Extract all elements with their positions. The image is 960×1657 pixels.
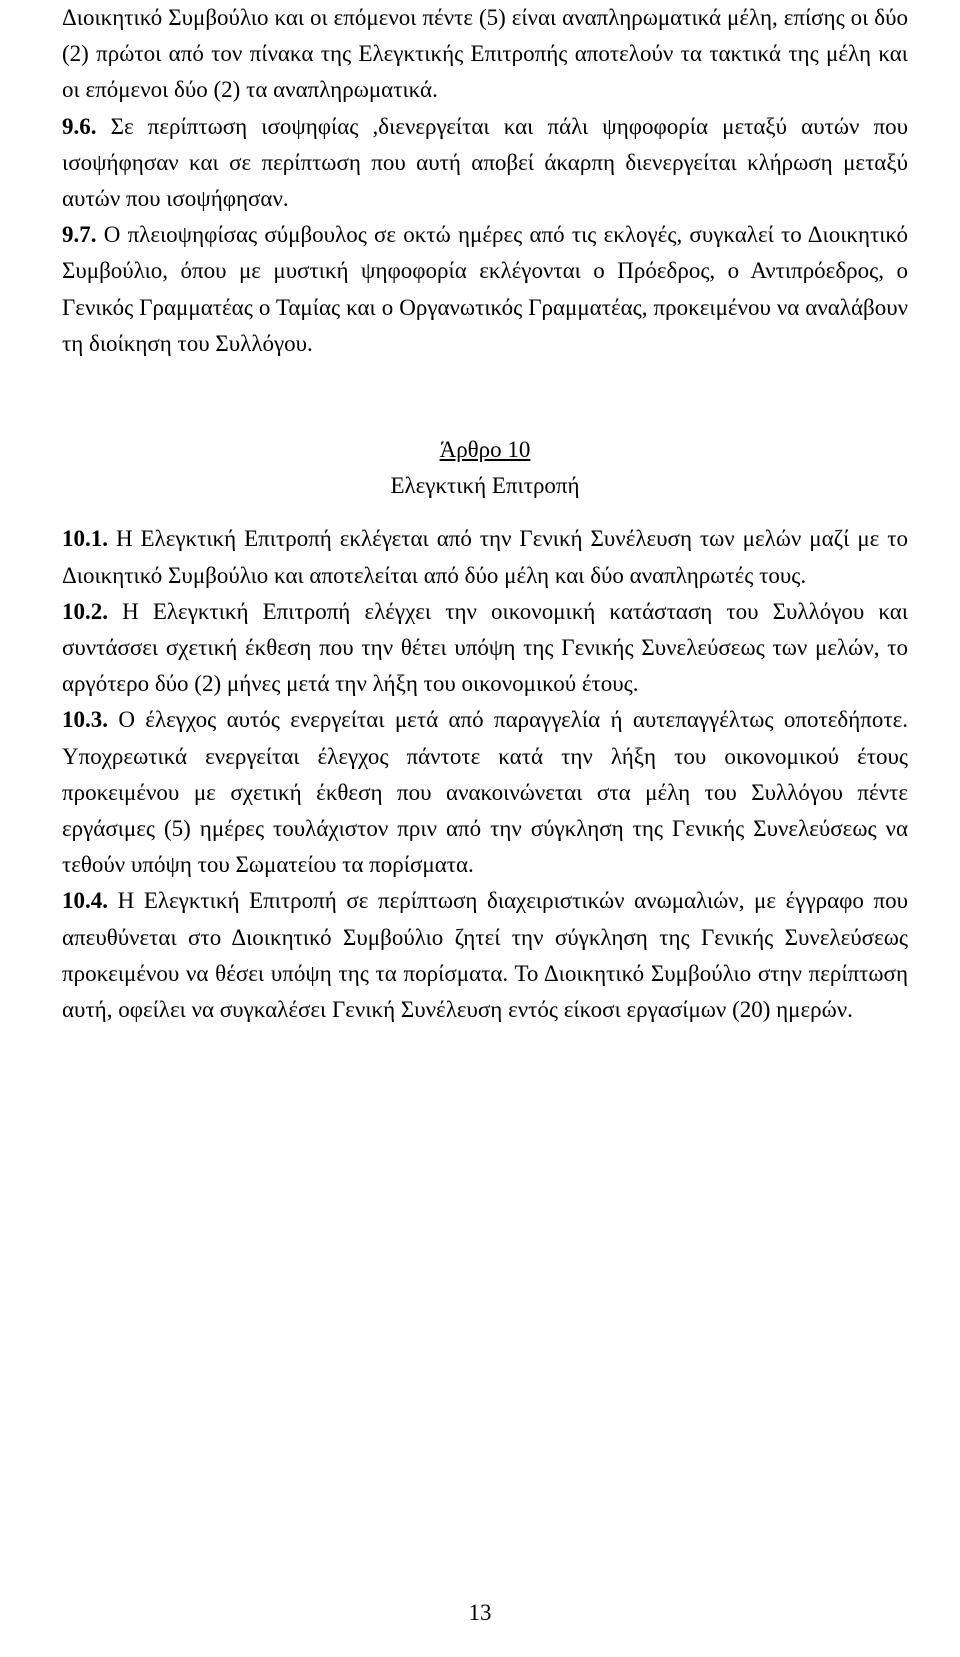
paragraph-10-4 <box>62 883 908 1028</box>
paragraph-text: Σε περίπτωση ισοψηφίας ,διενεργείται και πάλι ψηφοφορία μεταξύ αυτών που ισοψήφησαν και σε περίπτωση που αυτή αποβεί άκαρπη διενεργείται κλήρωση μεταξύ αυτών που ισοψήφησαν. <box>62 113 909 212</box>
article-number-text: Άρθρο 10 <box>439 437 531 463</box>
page-number: 13 <box>468 1600 492 1625</box>
spacer <box>62 504 908 521</box>
paragraph-text: Η Ελεγκτική Επιτροπή σε περίπτωση διαχειριστικών ανωμαλιών, με έγγραφο που απευθύνεται στο Διοικητικό Συμβούλιο ζητεί την σύγκληση της Γενικής Συνελεύσεως προκειμένου να θέσει υπόψη της τα πορίσματα. Το Διοικητικό Συμβούλιο στην περίπτωση αυτή, οφείλει να συγκαλέσει Γενική Συνέλευση εντός είκοσι εργασίμων (20) ημερών. <box>62 888 909 1023</box>
article-number <box>62 432 908 468</box>
paragraph-continued <box>62 0 908 109</box>
paragraph-number: 9.6. <box>62 113 97 139</box>
paragraph-number: 10.1. <box>62 526 108 552</box>
article-title: Ελεγκτική Επιτροπή <box>390 473 580 499</box>
paragraph-10-3 <box>62 702 908 883</box>
paragraph-number: 9.7. <box>62 222 97 248</box>
paragraph-text: Η Ελεγκτική Επιτροπή εκλέγεται από την Γενική Συνέλευση των μελών μαζί με το Διοικητικό Συμβούλιο και αποτελείται από δύο μέλη και δύο αναπληρωτές τους. <box>62 526 909 588</box>
paragraph-text: Ο έλεγχος αυτός ενεργείται μετά από παραγγελία ή αυτεπαγγέλτως οποτεδήποτε. Υποχρεωτικά ενεργείται έλεγχος πάντοτε κατά την λήξη του οικονομικού έτους προκειμένου με σχετική έκθεση που ανακοινώνεται στα μέλη του Συλλόγου πέντε εργάσιμες (5) ημέρες τουλάχιστον πριν από την σύγκληση της Γενικής Συνελεύσεως να τεθούν υπόψη του Σωματείου τα πορίσματα. <box>62 707 908 878</box>
paragraph-text: Η Ελεγκτική Επιτροπή ελέγχει την οικονομική κατάσταση του Συλλόγου και συντάσσει σχετική έκθεση που την θέτει υπόψη της Γενικής Συνελεύσεως των μελών, το αργότερο δύο (2) μήνες μετά την λήξη του οικονομικού έτους. <box>62 598 909 697</box>
paragraph-text: Ο πλειοψηφίσας σύμβουλος σε οκτώ ημέρες από τις εκλογές, συγκαλεί το Διοικητικό Συμβούλιο, όπου με μυστική ψηφοφορία εκλέγονται ο Πρόεδρος, ο Αντιπρόεδρος, ο Γενικός Γραμματέας ο Ταμίας και ο Οργανωτικός Γραμματέας, προκειμένου να αναλάβουν τη διοίκηση του Συλλόγου. <box>62 222 909 356</box>
document-page <box>62 0 908 1028</box>
paragraph-number: 10.4. <box>62 888 108 914</box>
paragraph-9-7 <box>62 217 908 362</box>
spacer <box>62 362 908 432</box>
paragraph-10-2 <box>62 594 908 703</box>
paragraph-10-1 <box>62 521 908 593</box>
paragraph-text: Διοικητικό Συμβούλιο και οι επόμενοι πέντε (5) είναι αναπληρωματικά μέλη, επίσης οι δύο (2) πρώτοι από τον πίνακα της Ελεγκτικής Επιτροπής αποτελούν τα τακτικά της μέλη και οι επόμενοι δύο (2) τα αναπληρωματικά. <box>62 5 908 103</box>
paragraph-number: 10.3. <box>62 707 108 733</box>
paragraph-9-6 <box>62 109 908 218</box>
paragraph-number: 10.2. <box>62 598 108 624</box>
